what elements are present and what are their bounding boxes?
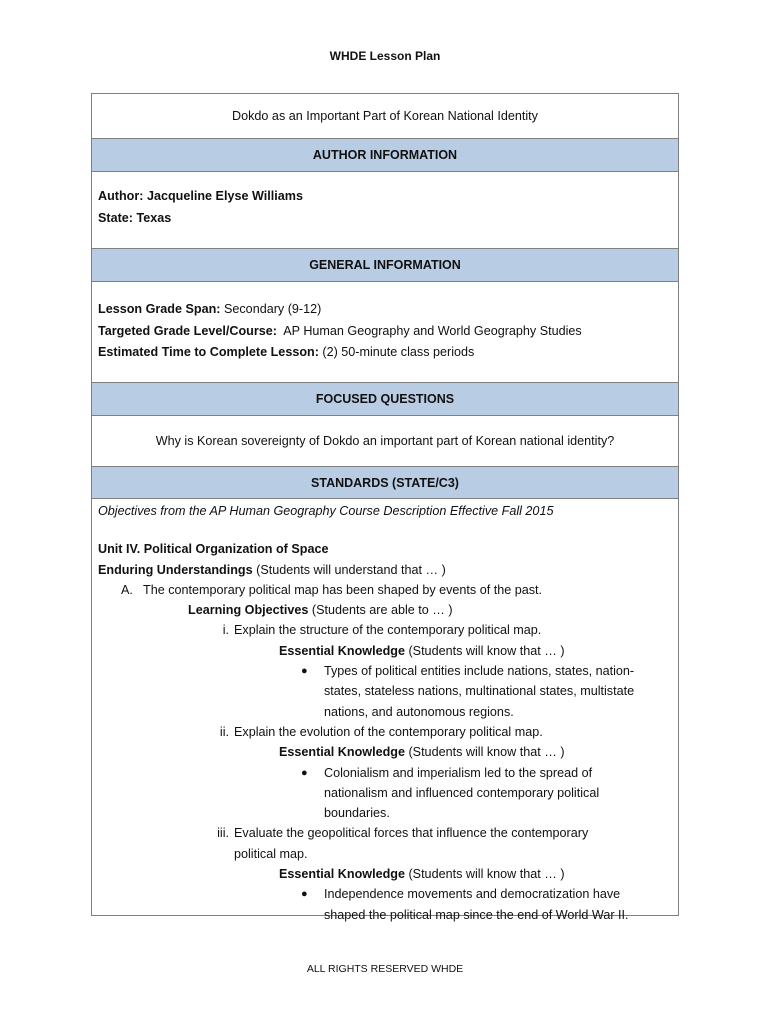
bullet-i-text-1: Types of political entities include nations, states, nation- bbox=[324, 664, 635, 679]
bullet-iii-glyph: ● bbox=[301, 888, 308, 901]
grade-span-value: Secondary (9-12) bbox=[223, 302, 322, 316]
essential-knowledge-i-line bbox=[98, 641, 672, 661]
bullet-i-line-1 bbox=[98, 661, 672, 681]
objectives-note: Objectives from the AP Human Geography Course Description Effective Fall 2015 bbox=[98, 504, 554, 518]
bullet-iii-line-1 bbox=[98, 884, 672, 904]
enduring-understandings-line bbox=[98, 560, 672, 580]
bullet-i-text-3: nations, and autonomous regions. bbox=[324, 704, 514, 719]
learning-objectives-line bbox=[98, 600, 672, 620]
focused-questions-heading bbox=[92, 383, 678, 416]
objective-i-text: Explain the structure of the contemporary political map. bbox=[234, 623, 542, 638]
objective-iii-marker: iii. bbox=[217, 826, 229, 841]
estimated-time-line bbox=[98, 342, 672, 364]
standards-body bbox=[92, 499, 678, 922]
essential-knowledge-note: (Students will know that … ) bbox=[408, 745, 565, 760]
targeted-grade-value: AP Human Geography and World Geography Studies bbox=[283, 323, 582, 338]
author-name: Author: Jacqueline Elyse Williams bbox=[98, 189, 303, 203]
learning-objectives-label: Learning Objectives bbox=[188, 603, 309, 618]
objective-ii-text: Explain the evolution of the contemporary political map. bbox=[234, 724, 543, 739]
objective-iii-text-1: Evaluate the geopolitical forces that influence the contemporary bbox=[234, 826, 589, 841]
targeted-grade-line bbox=[98, 321, 672, 343]
objective-iii-text-2: political map. bbox=[234, 846, 308, 861]
bullet-i-text-2: states, stateless nations, multinational states, multistate bbox=[324, 684, 635, 699]
bullet-ii-line-2 bbox=[98, 783, 672, 803]
estimated-time-value: (2) 50-minute class periods bbox=[322, 345, 475, 359]
general-information-heading bbox=[92, 249, 678, 282]
general-information-body bbox=[92, 282, 678, 383]
item-a-line bbox=[98, 580, 672, 600]
focused-questions-body bbox=[92, 416, 678, 467]
bullet-i-line-2 bbox=[98, 681, 672, 701]
general-heading-text: GENERAL INFORMATION bbox=[309, 258, 461, 272]
standards-heading bbox=[92, 467, 678, 499]
estimated-time-label: Estimated Time to Complete Lesson: bbox=[98, 345, 319, 359]
lesson-plan-table bbox=[91, 93, 679, 922]
enduring-note: (Students will understand that … ) bbox=[256, 562, 446, 577]
unit-title: Unit IV. Political Organization of Space bbox=[98, 542, 329, 557]
bullet-iii-text-1: Independence movements and democratization have bbox=[324, 887, 621, 902]
objective-ii-marker: ii. bbox=[219, 724, 229, 739]
essential-knowledge-label: Essential Knowledge bbox=[279, 643, 405, 658]
focused-heading-text: FOCUSED QUESTIONS bbox=[315, 392, 455, 406]
author-information-body bbox=[92, 172, 678, 249]
bullet-iii-text-2: shaped the political map since the end of World War II. bbox=[324, 907, 629, 922]
essential-knowledge-note: (Students will know that … ) bbox=[408, 643, 565, 658]
page-footer: ALL RIGHTS RESERVED WHDE bbox=[306, 963, 464, 975]
page-header: WHDE Lesson Plan bbox=[329, 49, 441, 63]
bullet-ii-text-3: boundaries. bbox=[324, 806, 390, 821]
essential-knowledge-iii-line bbox=[98, 864, 672, 884]
bullet-ii-line-1 bbox=[98, 763, 672, 783]
objective-iii-line-2 bbox=[98, 844, 672, 864]
bullet-ii-glyph: ● bbox=[301, 766, 308, 779]
lesson-title-row bbox=[92, 94, 678, 139]
bullet-ii-line-3 bbox=[98, 803, 672, 823]
essential-knowledge-ii-line bbox=[98, 742, 672, 762]
lesson-title: Dokdo as an Important Part of Korean National Identity bbox=[232, 109, 538, 123]
author-state: State: Texas bbox=[98, 210, 172, 225]
item-a-marker: A. bbox=[121, 582, 133, 597]
grade-span-line bbox=[98, 299, 672, 321]
author-heading-text: AUTHOR INFORMATION bbox=[312, 148, 458, 162]
bullet-ii-text-2: nationalism and influenced contemporary political bbox=[324, 785, 600, 800]
bullet-ii-text-1: Colonialism and imperialism led to the spread of bbox=[324, 765, 593, 780]
targeted-grade-label: Targeted Grade Level/Course: bbox=[98, 323, 277, 338]
objective-i-line bbox=[98, 620, 672, 640]
essential-knowledge-note: (Students will know that … ) bbox=[408, 867, 565, 882]
item-a-text: The contemporary political map has been shaped by events of the past. bbox=[143, 582, 543, 597]
essential-knowledge-label: Essential Knowledge bbox=[279, 745, 405, 760]
author-information-heading bbox=[92, 139, 678, 172]
bullet-i-glyph: ● bbox=[301, 665, 308, 678]
learning-objectives-note: (Students are able to … ) bbox=[311, 603, 453, 618]
focused-question: Why is Korean sovereignty of Dokdo an important part of Korean national identity? bbox=[155, 434, 615, 448]
objective-ii-line bbox=[98, 722, 672, 742]
objective-iii-line-1 bbox=[98, 823, 672, 843]
essential-knowledge-label: Essential Knowledge bbox=[279, 867, 405, 882]
bullet-iii-line-2 bbox=[98, 905, 672, 925]
objective-i-marker: i. bbox=[222, 623, 229, 638]
blank-spacer bbox=[98, 521, 672, 539]
enduring-label: Enduring Understandings bbox=[98, 562, 253, 577]
standards-heading-text: STANDARDS (STATE/C3) bbox=[311, 475, 459, 490]
grade-span-label: Lesson Grade Span: bbox=[98, 302, 221, 316]
bullet-i-line-3 bbox=[98, 702, 672, 722]
